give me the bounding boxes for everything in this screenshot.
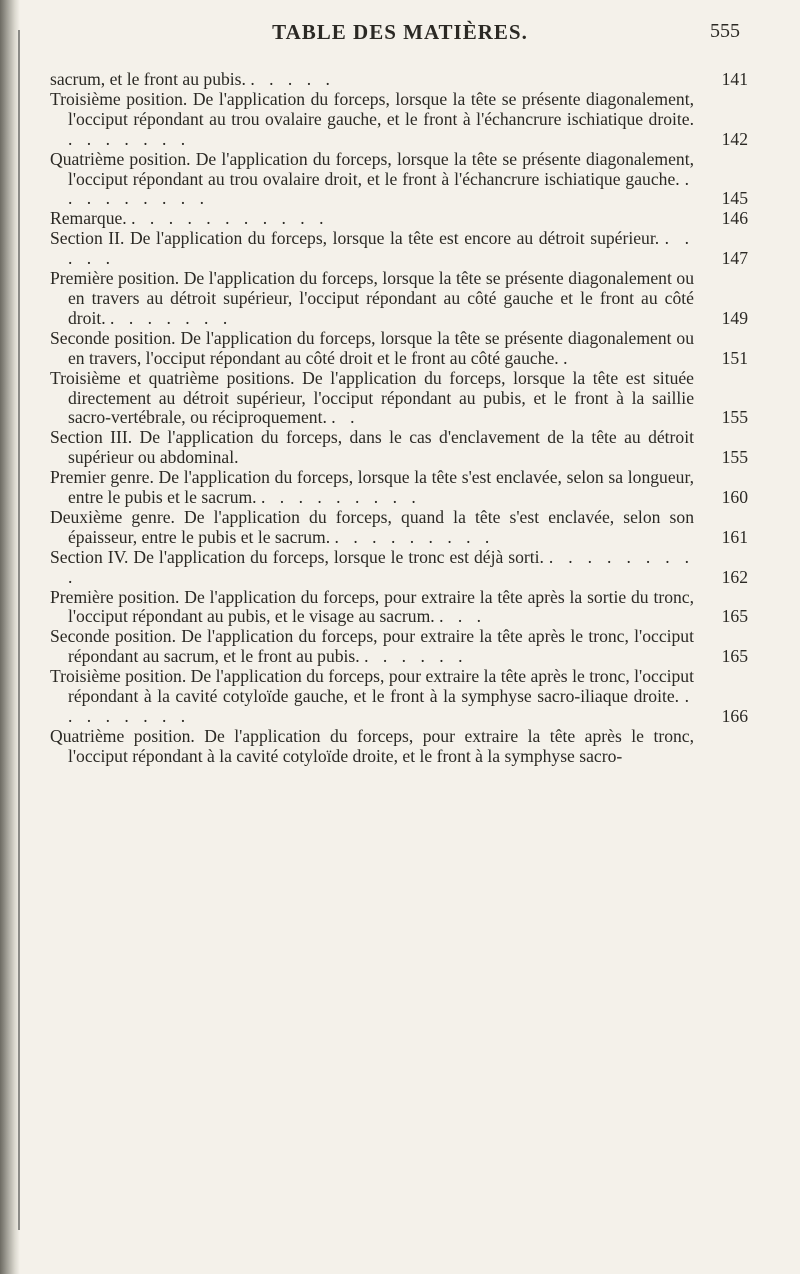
toc-entry-page: 155 [721,407,748,428]
toc-entry-page: 142 [721,128,748,149]
toc-entry-text: Section III. De l'application du forceps, dans le cas d'enclavement de la tête au détroit supérieur ou abdominal. [50,427,694,468]
toc-entry [50,548,750,588]
toc-entry-page: 146 [721,208,748,229]
toc-entry-text: Section IV. De l'application du forceps, lorsque le tronc est déjà sorti. [50,546,544,567]
toc-entry [50,428,750,468]
toc-entry-page: 145 [721,188,748,209]
toc-entry-leader: . . . [439,606,487,627]
toc-entry-leader: . . . . . . . . . [334,526,495,547]
toc-entry-text: Troisième et quatrième positions. De l'application du forceps, lorsque la tête est située directement au détroit supérieur, l'occiput répondant au pubis, et le front à la saillie sacro-vertébrale, ou réciproquement. [50,367,694,428]
toc-entry [50,90,750,150]
toc-entry-page: 160 [721,487,748,508]
toc-entry-text: Quatrième position. De l'application du forceps, lorsque la tête se présente diagonalement, l'occiput répondant au trou ovalaire droit, et le front à l'échancrure ischiatique gauche. [50,148,694,189]
toc-entry [50,269,750,329]
toc-entry-leader: . . . . . . . . [68,686,694,726]
toc-entry [50,508,750,548]
toc-entry-text: Seconde position. De l'application du forceps, lorsque la tête se présente diagonalement ou en travers, l'occiput répondant au côté droit et le front au côté gauche. [50,327,694,368]
toc-entry-page: 165 [721,606,748,627]
toc-entry-leader: . . [331,407,360,428]
toc-entry [50,70,750,90]
toc-entry-text: Quatrième position. De l'application du forceps, pour extraire la tête après le tronc, l'occiput répondant à la cavité cotyloïde droite, et le front à la symphyse sacro- [50,725,694,766]
toc-entry-leader: . . . . . . . . . [260,487,421,508]
toc-entry-page: 166 [721,706,748,726]
toc-entry-text: Section II. De l'application du forceps, lorsque la tête est encore au détroit supérieur. [50,228,660,249]
table-of-contents [50,70,750,767]
toc-entry-text: sacrum, et le front au pubis. [50,69,246,89]
toc-entry-text: Troisième position. De l'application du forceps, pour extraire la tête après le tronc, l'occiput répondant à la cavité cotyloïde gauche, et le front à la symphyse sacro-iliaque droite. [50,666,694,707]
toc-entry-page: 151 [721,347,748,368]
toc-entry-text: Premier genre. De l'application du forceps, lorsque la tête s'est enclavée, selon sa longueur, entre le pubis et le sacrum. [50,467,694,508]
toc-entry [50,369,750,429]
toc-entry [50,588,750,628]
page-title: TABLE DES MATIÈRES. [272,20,528,44]
toc-entry-page: 165 [721,646,748,667]
toc-entry-leader: . . . . . . . [68,128,191,149]
toc-entry [50,727,750,767]
book-spine-shadow [0,0,20,1274]
toc-entry-text: Première position. De l'application du forceps, lorsque la tête se présente diagonalement ou en travers au détroit supérieur, l'occiput répondant au côté gauche et le front au côté droit. [50,268,694,328]
toc-entry-page: 149 [721,307,748,328]
toc-entry-leader: . [563,347,573,368]
toc-entry-page: 162 [721,566,748,587]
toc-entry-leader: . . . . . . . . . . . [131,208,329,229]
toc-entry-text: Première position. De l'application du forceps, pour extraire la tête après la sortie du tronc, l'occiput répondant au pubis, et le visage au sacrum. [50,586,694,627]
toc-entry-text: Troisième position. De l'application du forceps, lorsque la tête se présente diagonalement, l'occiput répondant au trou ovalaire gauche, et le front à l'échancrure ischiatique droite. [50,88,694,129]
toc-entry [50,627,750,667]
toc-entry [50,150,750,210]
toc-entry-leader: . . . . . . [364,646,468,667]
toc-entry-text: Remarque. [50,208,127,229]
toc-entry-text: Seconde position. De l'application du forceps, pour extraire la tête après le tronc, l'occiput répondant au sacrum, et le front au pubis. [50,626,694,667]
toc-entry-page: 155 [721,447,748,468]
toc-entry-leader: . . . . . [250,69,335,89]
toc-entry [50,229,750,269]
toc-entry-text: Deuxième genre. De l'application du forceps, quand la tête s'est enclavée, selon son épaisseur, entre le pubis et le sacrum. [50,506,694,547]
toc-entry-leader: . . . . . . . [110,307,233,328]
page-gutter-line [18,30,20,1230]
toc-entry [50,209,750,229]
toc-entry-leader: . . . . . . . . . [68,168,694,209]
page-number: 555 [710,20,740,42]
toc-entry [50,468,750,508]
toc-entry [50,667,750,727]
toc-entry [50,329,750,369]
page-header [50,20,750,64]
book-page [50,20,750,1250]
toc-entry-page: 147 [721,248,748,269]
toc-entry-page: 161 [721,526,748,547]
toc-entry-page: 141 [721,69,748,89]
toc-entry-leader: . . . . . . . . . [68,546,694,587]
toc-entry-leader: . . . . . [68,228,694,269]
